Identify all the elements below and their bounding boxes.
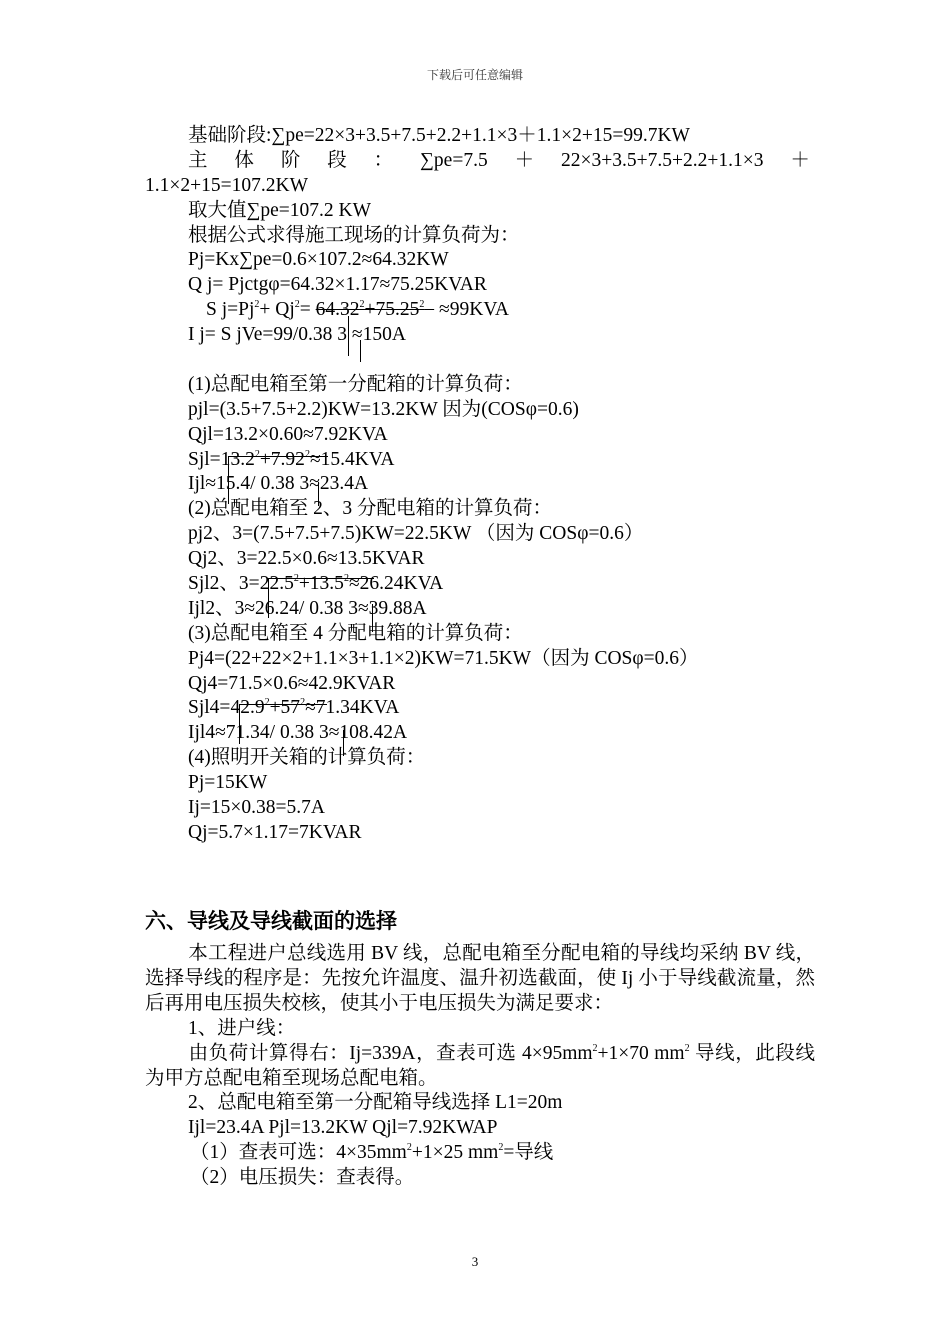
radical-mark	[318, 482, 319, 506]
radical-mark	[228, 456, 229, 504]
page-header: 下载后可任意编辑	[426, 68, 523, 82]
item1-body: 由负荷计算得右：Ij=339A，查表可选 $4\times 95mm^2+1\times 70$ $mm^2$ 导线，此段线为甲方总配电箱至现场总配电箱。	[145, 1042, 815, 1089]
calc-line: (3)总配电箱至 4 分配电箱的计算负荷：	[188, 622, 523, 644]
calc-line: Q j= Pjctgφ=64.32×1.17≈75.25KVAR	[188, 274, 487, 296]
calc-line: 取大值∑pe=107.2 KW	[188, 199, 372, 221]
calc-line: Ijl2、3≈26.24/ 0.38 3≈39.88A	[188, 597, 427, 619]
radical-mark	[268, 578, 269, 618]
calc-line: Qjl=13.2×0.60≈7.92KVA	[188, 423, 388, 445]
calc-line: (1)总配电箱至第一分配箱的计算负荷：	[188, 373, 523, 395]
calc-line: Qj4=71.5×0.6≈42.9KVAR	[188, 672, 396, 694]
section-body	[145, 942, 815, 1191]
item2-values: Ijl=23.4A Pjl=13.2KW Qjl=7.92KWAP	[188, 1117, 498, 1139]
calc-line: Qj=5.7×1.17=7KVAR	[188, 821, 362, 843]
calc-line: 1.1×2+15=107.2KW	[145, 174, 308, 196]
calc-line: Ijl≈15.4/ 0.38 3≈23.4A	[188, 473, 369, 495]
item2-sub2: （2）电压损失：查表得。	[190, 1167, 415, 1189]
calc-line: Ij=15×0.38=5.7A	[188, 797, 325, 819]
calc-line: Pj=15KW	[188, 772, 268, 794]
radical-mark	[268, 578, 374, 579]
page-number: 3	[471, 1254, 479, 1269]
calc-line: pjl=(3.5+7.5+2.2)KW=13.2KW 因为(COSφ=0.6)	[188, 398, 579, 420]
calc-line: Ijl4≈71.34/ 0.38 3≈108.42A	[188, 722, 408, 744]
radical-mark	[372, 604, 373, 632]
sjl-formula: $Sjl=13.2^2+7.92^2\approx 15.4KVA$	[188, 448, 395, 470]
main-stage-line: 主 体 阶 段 ： ∑pe=7.5 ＋ 22×3+3.5+7.5+2.2+1.1×3 ＋	[188, 149, 810, 171]
item2-title: 2、总配电箱至第一分配箱导线选择 L1=20m	[188, 1092, 563, 1114]
calc-line: 基础阶段:∑pe=22×3+3.5+7.5+2.2+1.1×3＋1.1×2+15=99.7KW	[188, 125, 690, 146]
calc-line: Pj4=(22+22×2+1.1×3+1.1×2)KW=71.5KW（因为 COSφ=0.6）	[188, 647, 699, 669]
radical-mark	[239, 704, 240, 744]
radical-mark	[343, 730, 344, 756]
calc-line: (2)总配电箱至 2、3 分配电箱的计算负荷：	[188, 498, 552, 520]
calc-line: Pj=Kx∑pe=0.6×107.2≈64.32KW	[188, 249, 449, 271]
calculation-block	[145, 124, 810, 846]
radical-mark	[239, 704, 327, 705]
calc-line: 根据公式求得施工现场的计算负荷为：	[188, 224, 520, 246]
item1-title: 1、进户线：	[188, 1017, 296, 1039]
radical-mark	[348, 316, 349, 356]
sjl2-formula: Sjl2、$3=22.5^2+13.5^2\approx 26.24KVA$	[188, 573, 444, 595]
radical-mark	[360, 340, 361, 362]
section-heading: 六、导线及导线截面的选择	[145, 909, 397, 933]
calc-line: pj2、3=(7.5+7.5+7.5)KW=22.5KW （因为 COSφ=0.6）	[188, 523, 644, 545]
calc-line: Qj2、3=22.5×0.6≈13.5KVAR	[188, 548, 425, 570]
radical-mark	[228, 456, 328, 457]
sj-formula: S $j=Pj^2+ Qj^2= 64.32^2+75.25^2 \approx 99KVA$	[206, 299, 509, 321]
calc-line: I j= S jVe=99/0.38 3 ≈150A	[188, 324, 406, 346]
intro-paragraph: 本工程进户总线选用 BV 线，总配电箱至分配电箱的导线均采纳 BV 线，选择导线的程序是：先按允许温度、温升初选截面，使 Ij 小于导线截流量，然后再用电压损失校核，使其小于电压损失为满足要求：	[145, 943, 815, 1014]
item2-sub1: （1）查表可选：$4\times 35mm^2+1\times 25$ $mm^2=$导线	[190, 1142, 554, 1164]
sjl4-formula: $Sjl4=42.9^2+57^2\approx 71.34KVA$	[188, 697, 400, 719]
calc-line: (4)照明开关箱的计算负荷：	[188, 747, 426, 769]
